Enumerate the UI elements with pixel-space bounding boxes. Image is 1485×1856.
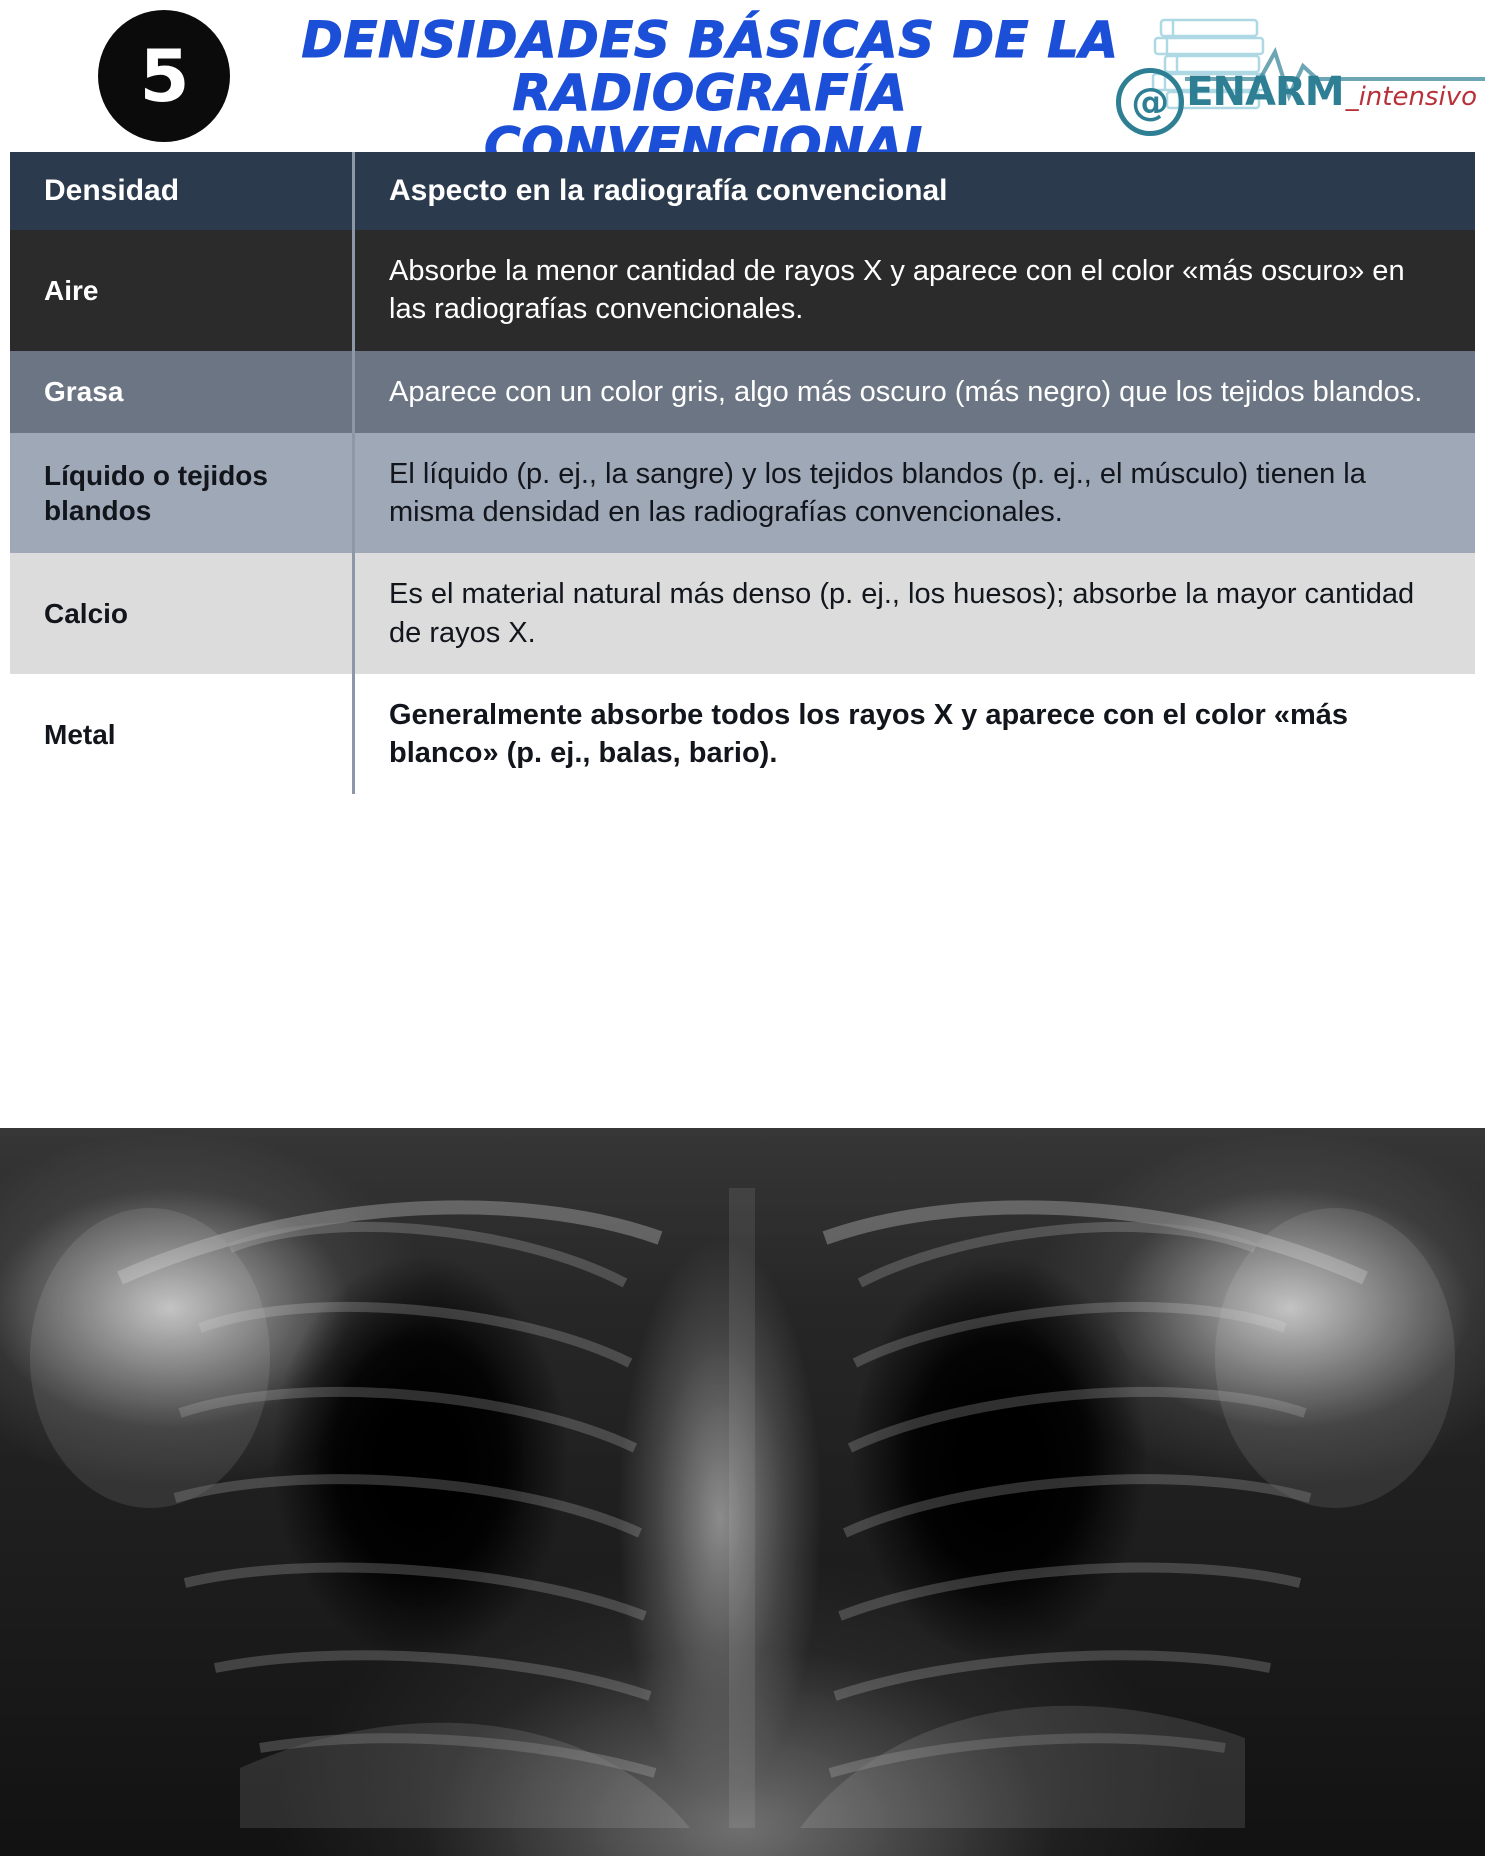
- at-symbol-icon: @: [1116, 68, 1184, 136]
- density-name-liquido: Líquido o tejidos blandos: [10, 433, 354, 554]
- density-description-aire: Absorbe la menor cantidad de rayos X y aparece con el color «más oscuro» en las radiografías convencionales.: [389, 255, 1405, 326]
- density-table-container: [10, 152, 1475, 794]
- density-description-liquido: El líquido (p. ej., la sangre) y los tejidos blandos (p. ej., el músculo) tienen la misma densidad en las radiografías convencionales.: [389, 457, 1366, 529]
- density-description-metal: Generalmente absorbe todos los rayos X y aparece con el color «más blanco» (p. ej., balas, bario).: [389, 698, 1348, 770]
- brand-name: ENARM: [1186, 69, 1344, 115]
- title-line-1: DENSIDADES BÁSICAS DE LA: [301, 11, 1119, 69]
- column-header-density: Densidad: [10, 152, 354, 230]
- chest-xray-image: [0, 1128, 1485, 1856]
- table-body: [10, 230, 1475, 794]
- table-row: [10, 230, 1475, 351]
- density-name-calcio: Calcio: [10, 553, 354, 674]
- density-description-calcio: Es el material natural más denso (p. ej., los huesos); absorbe la mayor cantidad de rayos X.: [389, 578, 1415, 649]
- brand-tagline: _intensivo: [1345, 82, 1477, 112]
- density-description-grasa: Aparece con un color gris, algo más oscuro (más negro) que los tejidos blandos.: [389, 375, 1423, 408]
- page-title: [290, 11, 1130, 175]
- density-name-grasa: Grasa: [10, 351, 354, 433]
- table-row: [10, 553, 1475, 674]
- section-number-badge: 5: [98, 10, 230, 142]
- table-header: [10, 152, 1475, 230]
- brand-logo: [1116, 58, 1477, 126]
- table-row: [10, 433, 1475, 554]
- table-row: [10, 674, 1475, 795]
- table-header-row: [10, 152, 1475, 230]
- density-name-aire: Aire: [10, 230, 354, 351]
- density-name-metal: Metal: [10, 674, 354, 795]
- column-header-appearance: Aspecto en la radiografía convencional: [389, 174, 948, 207]
- table-row: [10, 351, 1475, 433]
- page-header: [0, 0, 1485, 175]
- rib-cage-overlay: [0, 1128, 1485, 1856]
- title-line-2: RADIOGRAFÍA CONVENCIONAL: [484, 64, 936, 175]
- density-table: [10, 152, 1475, 794]
